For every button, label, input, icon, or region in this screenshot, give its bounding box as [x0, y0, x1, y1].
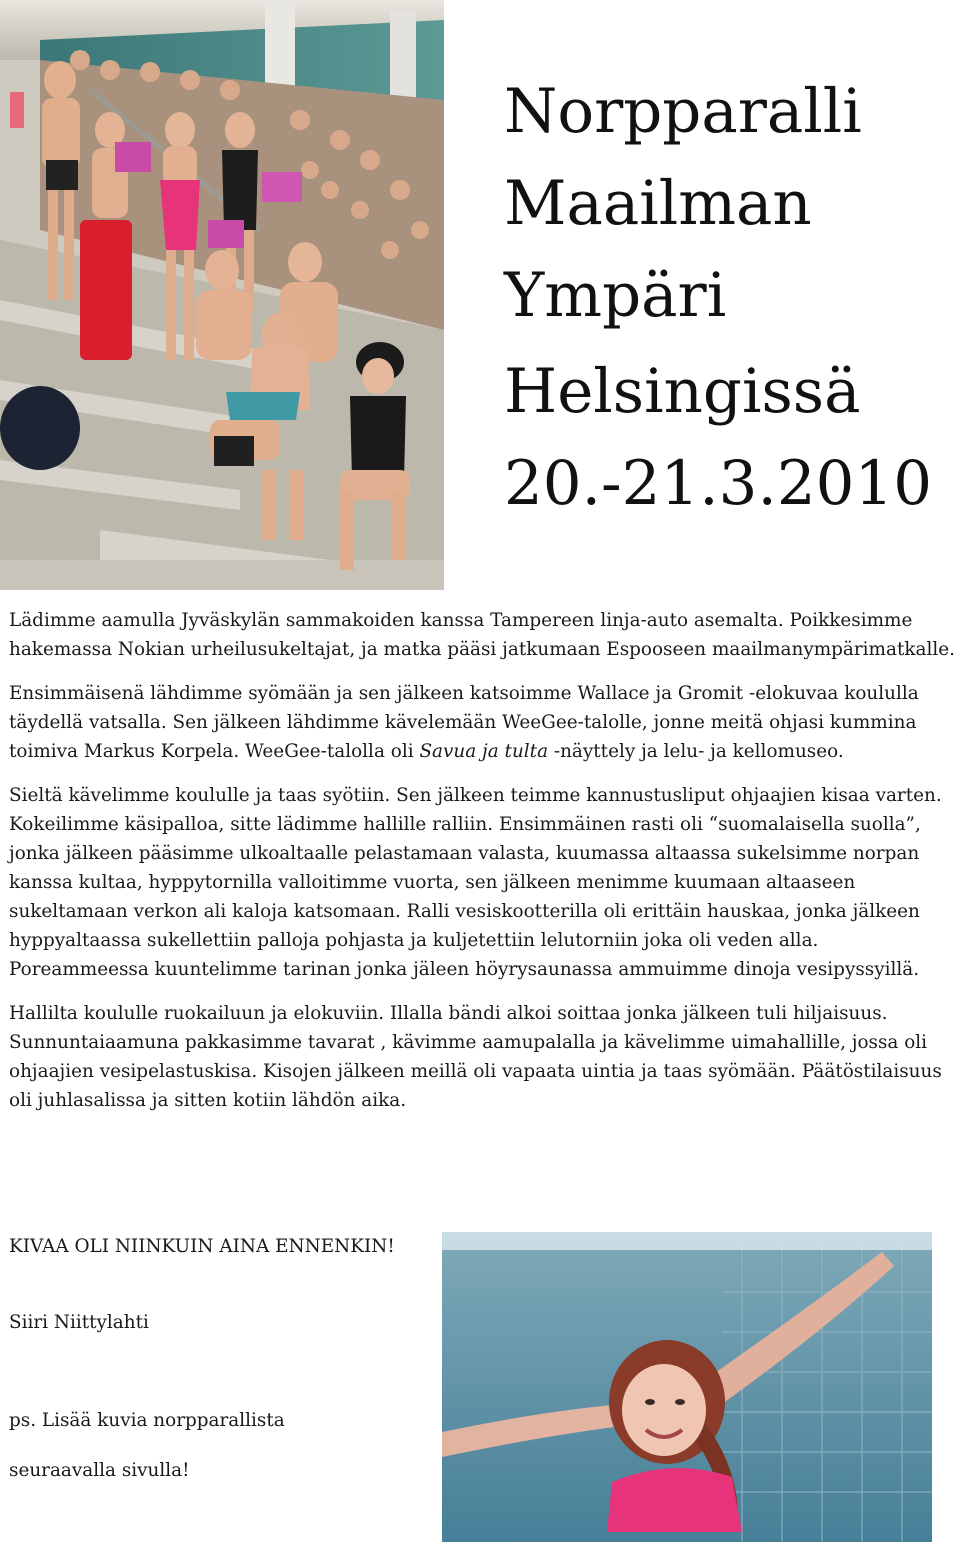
- paragraph-2-text-a: Ensimmäisenä lähdimme syömään ja sen jälkeen katsoimme Wallace ja Gromit -elokuvaa koululla täydellä vatsalla. Sen jälkeen lähdimme kävelemään WeeGee-talolle, jonne meitä ohjasi kummina toimiva Markus Korpela. WeeGee-talolla oli: [9, 683, 919, 762]
- paragraph-2: [9, 679, 959, 766]
- exhibition-name: Savua ja tulta: [419, 741, 549, 762]
- ps-line-1: ps. Lisää kuvia norpparallista: [9, 1410, 285, 1431]
- author-signature: Siiri Niittylahti: [9, 1312, 149, 1333]
- article-body: [9, 606, 959, 1130]
- title-line-4: Helsingissä: [504, 356, 861, 427]
- title-line-3: Ympäri: [504, 260, 727, 331]
- title-line-2: Maailman: [504, 168, 812, 239]
- title-line-1: Norpparalli: [504, 76, 862, 147]
- title-date: 20.-21.3.2010: [504, 448, 933, 519]
- ps-line-2: seuraavalla sivulla!: [9, 1460, 190, 1481]
- underwater-photo-illustration: [442, 1232, 932, 1542]
- group-photo: [0, 0, 444, 590]
- group-photo-illustration: [0, 0, 444, 590]
- underwater-photo: [442, 1232, 932, 1542]
- paragraph-3: Sieltä kävelimme koululle ja taas syötiin. Sen jälkeen teimme kannustusliput ohjaajien kisaa varten. Kokeilimme käsipalloa, sitte lädimme hallille ralliin. Ensimmäinen rasti oli “suomalaisella suolla”, jonka jälkeen pääsimme ulkoaltaalle pelastamaan valasta, kuumassa altaassa sukelsimme norpan kanssa kultaa, hyppytornilla valloitimme vuorta, sen jälkeen menimme kuumaan altaaseen sukeltamaan verkon ali kaloja katsomaan. Ralli vesiskootterilla oli erittäin hauskaa, jonka jälkeen hyppyaltaassa sukellettiin palloja pohjasta ja kuljetettiin lelutorniin joka oli veden alla. Poreammeessa kuuntelimme tarinan jonka jäleen höyrysaunassa ammuimme dinoja vesipyssyillä.: [9, 785, 942, 980]
- paragraph-2-text-b: -näyttely ja lelu- ja kellomuseo.: [548, 741, 844, 762]
- headline: [504, 66, 954, 530]
- paragraph-1: Lädimme aamulla Jyväskylän sammakoiden kanssa Tampereen linja-auto asemalta. Poikkesimme hakemassa Nokian urheilusukeltajat, ja matka pääsi jatkumaan Espooseen maailmanympärimatkalle.: [9, 610, 955, 660]
- paragraph-4: Hallilta koululle ruokailuun ja elokuviin. Illalla bändi alkoi soittaa jonka jälkeen tuli hiljaisuus. Sunnuntaiaamuna pakkasimme tavarat , kävimme aamupalalla ja kävelimme uimahallille, jossa oli ohjaajien vesipelastuskisa. Kisojen jälkeen meillä oli vapaata uintia ja taas syömään. Päätöstilaisuus oli juhlasalissa ja sitten kotiin lähdön aika.: [9, 1003, 942, 1111]
- closing-exclamation: KIVAA OLI NIINKUIN AINA ENNENKIN!: [9, 1236, 395, 1257]
